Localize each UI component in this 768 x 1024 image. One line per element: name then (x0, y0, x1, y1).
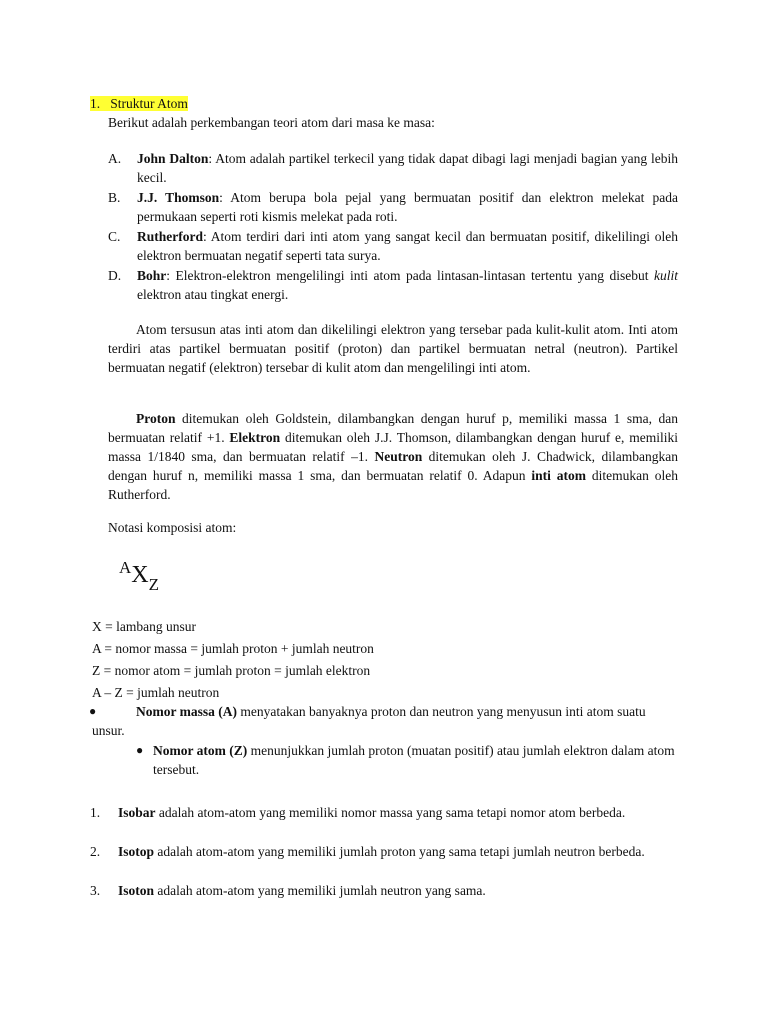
theory-text: : Atom adalah partikel terkecil yang tidak dapat dibagi lagi menjadi bagian yang lebih kecil. (137, 151, 678, 185)
theory-item-c (108, 227, 678, 265)
bullet-item-atomic-number (153, 741, 678, 779)
list-number: 3. (90, 883, 101, 898)
theory-text: : Atom berupa bola pejal yang bermuatan positif dan elektron melekat pada permukaan seperti roti kismis melekat pada roti. (137, 190, 678, 224)
term-inti-atom: inti atom (531, 468, 587, 483)
term-elektron: Elektron (229, 430, 281, 445)
list-marker: A. (108, 151, 122, 166)
list-marker: B. (108, 190, 121, 205)
theory-italic-term: kulit (654, 268, 678, 283)
list-marker: D. (108, 268, 122, 283)
theory-item-d (108, 266, 678, 304)
theory-item-a (108, 149, 678, 187)
theory-item-b (108, 188, 678, 226)
definition-line: A – Z = jumlah neutron (92, 685, 220, 700)
paragraph-text: ditemukan oleh J. Chadwick, dilambangkan dengan huruf n, memiliki massa 1 sma, dan bermuatan relatif 0. Adapun (108, 449, 678, 483)
theory-text: : Elektron-elektron mengelilingi inti atom pada lintasan-lintasan tertentu yang disebut (166, 268, 654, 283)
paragraph-subatomic-particles (108, 409, 678, 504)
formula-atomic-number: Z (148, 575, 160, 594)
paragraph-text: ditemukan oleh Rutherford. (108, 468, 679, 502)
notation-label: Notasi komposisi atom: (108, 520, 237, 535)
term-neutron: Neutron (374, 449, 423, 464)
paragraph-text: ditemukan oleh Goldstein, dilambangkan dengan huruf p, memiliki massa 1 sma, dan bermuatan relatif +1. (108, 411, 678, 445)
term-proton: Proton (136, 411, 176, 426)
bullet-text: menyatakan banyaknya proton dan neutron yang menyusun inti atom suatu unsur. (92, 704, 646, 738)
theory-text-end: elektron atau tingkat energi. (137, 287, 289, 302)
scientist-name: Rutherford (137, 229, 203, 244)
bullet-text: menunjukkan jumlah proton (muatan positif) atau jumlah elektron dalam atom tersebut. (153, 743, 675, 777)
scientist-name: J.J. Thomson (137, 190, 220, 205)
formula-symbol: X (131, 562, 149, 588)
term-isobar: Isobar (118, 805, 156, 820)
paragraph-text: ditemukan oleh J.J. Thomson, dilambangkan dengan huruf e, memiliki massa 1/1840 sma, dan bermuatan relatif –1. (108, 430, 678, 464)
scientist-name: John Dalton (137, 151, 209, 166)
bullet-marker: ● (89, 704, 97, 718)
list-number: 2. (90, 844, 101, 859)
term-isoton: Isoton (118, 883, 155, 898)
item-text: adalah atom-atom yang memiliki jumlah proton yang sama tetapi jumlah neutron berbeda. (154, 844, 645, 859)
definition-line: X = lambang unsur (92, 619, 196, 634)
scientist-name: Bohr (137, 268, 167, 283)
paragraph-atom-structure: Atom tersusun atas inti atom dan dikelilingi elektron yang tersebar pada kulit-kulit atom. Inti atom terdiri atas partikel bermuatan positif (proton) dan partikel bermuatan netral (neutron). Partikel bermuatan negatif (elektron) tersebar di kulit atom dan mengelilingi inti atom. (108, 322, 678, 375)
term-isotop: Isotop (118, 844, 155, 859)
section-intro: Berikut adalah perkembangan teori atom dari masa ke masa: (108, 115, 435, 130)
bullet-term: Nomor massa (A) (136, 704, 237, 719)
formula-mass-number: A (119, 558, 132, 577)
numbered-item-isobar (90, 803, 678, 822)
atomic-notation-formula (119, 558, 160, 594)
numbered-item-isotop (90, 842, 678, 861)
definition-line: Z = nomor atom = jumlah proton = jumlah elektron (92, 663, 371, 678)
numbered-item-isoton (90, 881, 678, 900)
section-title: Struktur Atom (110, 96, 188, 111)
section-heading (90, 94, 188, 113)
bullet-item-mass-number (92, 702, 678, 740)
list-number: 1. (90, 805, 101, 820)
bullet-term: Nomor atom (Z) (153, 743, 248, 758)
theory-text: : Atom terdiri dari inti atom yang sangat kecil dan bermuatan positif, dikelilingi oleh elektron bermuatan negatif seperti tata surya. (137, 229, 678, 263)
bullet-marker: ● (136, 743, 144, 757)
definition-line: A = nomor massa = jumlah proton + jumlah neutron (92, 641, 374, 656)
section-number: 1. (90, 96, 101, 111)
item-text: adalah atom-atom yang memiliki jumlah neutron yang sama. (154, 883, 486, 898)
list-marker: C. (108, 229, 121, 244)
item-text: adalah atom-atom yang memiliki nomor massa yang sama tetapi nomor atom berbeda. (155, 805, 626, 820)
